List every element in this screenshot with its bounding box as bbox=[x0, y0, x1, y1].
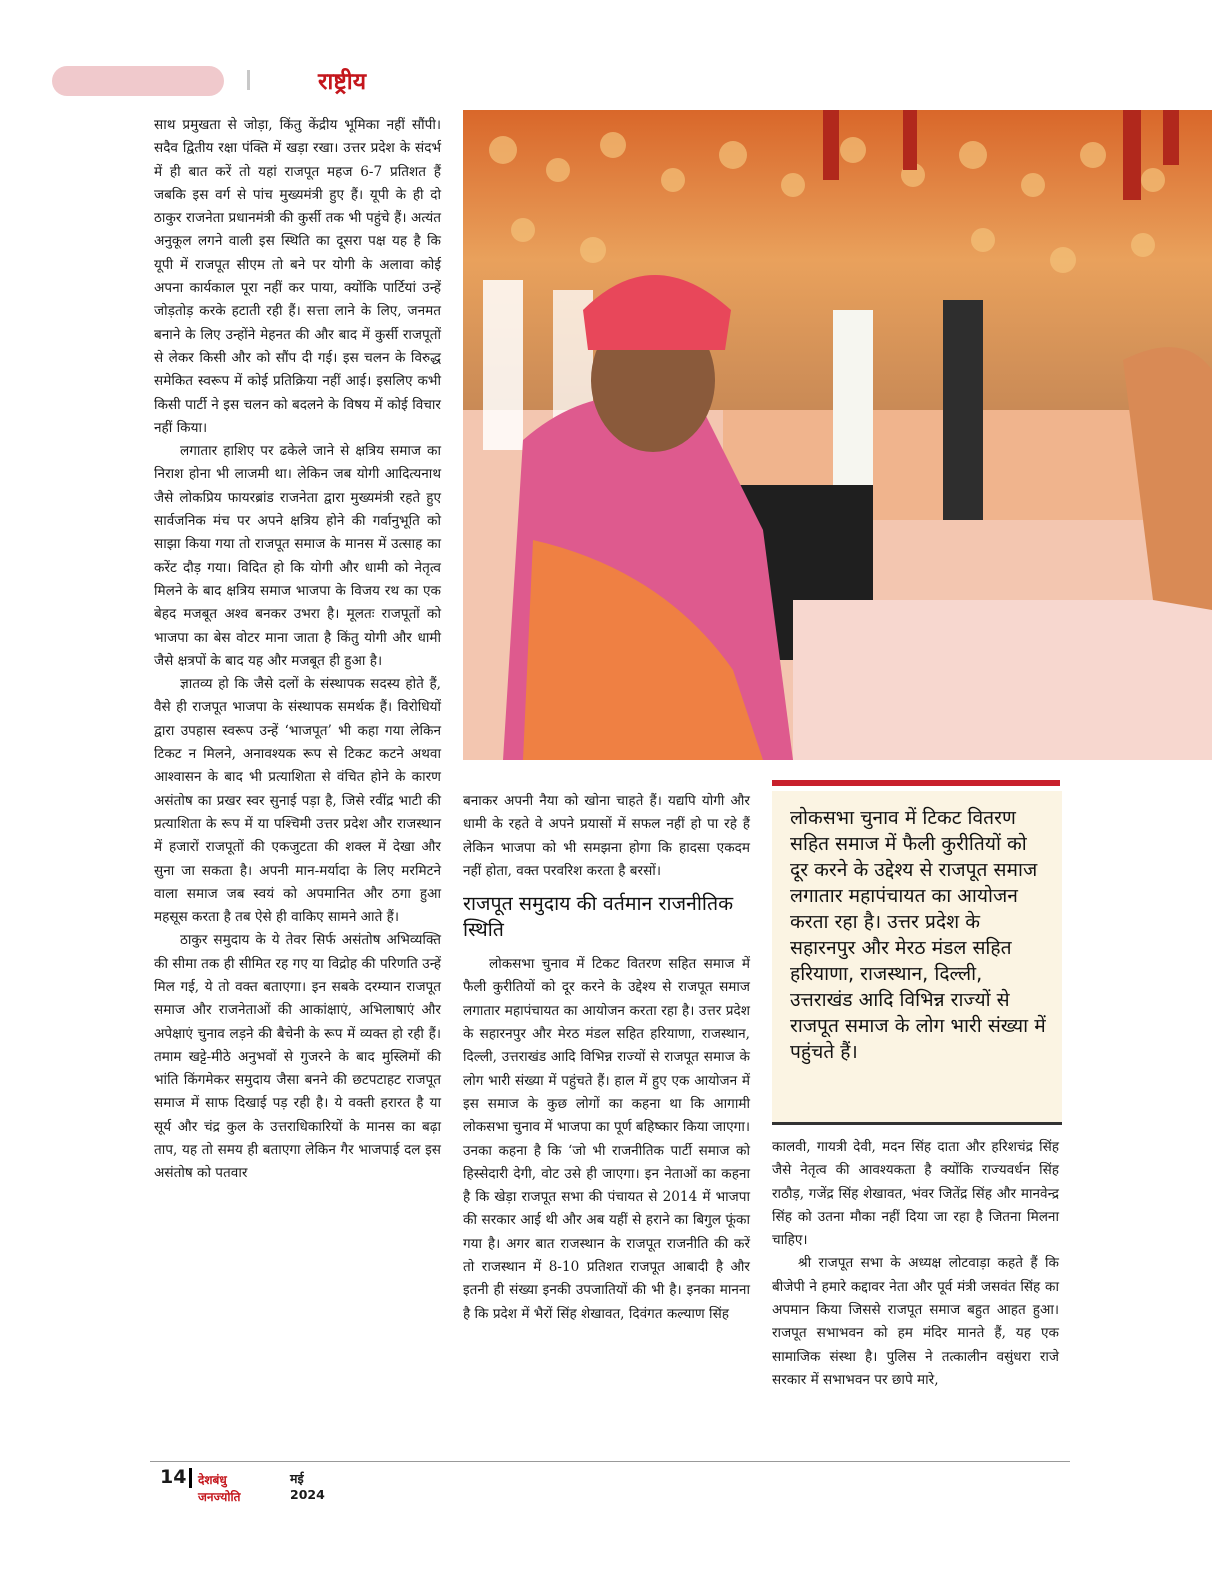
subheading: राजपूत समुदाय की वर्तमान राजनीतिक स्थिति bbox=[463, 892, 734, 942]
page-number: 14 bbox=[160, 1466, 187, 1488]
paragraph: साथ प्रमुखता से जोड़ा, किंतु केंद्रीय भूमिका नहीं सौंपी। सदैव द्वितीय रक्षा पंक्ति में खड़ा रखा। उत्तर प्रदेश के संदर्भ में ही बात करें तो यहां राजपूत महज 6-7 प्रतिशत हैं जबकि इस वर्ग से पांच मुख्यमंत्री हुए हैं। यूपी के ही दो ठाकुर राजनेता प्रधानमंत्री की कुर्सी तक भी पहुंचे हैं। अत्यंत अनुकूल लगने वाली इस स्थिति का दूसरा पक्ष यह है कि यूपी में राजपूत सीएम तो बने पर योगी के अलावा कोई अपना कार्यकाल पूरा नहीं कर पाया, क्योंकि पार्टियां उन्हें जोड़तोड़ करके हटाती रही हैं। सत्ता लाने के लिए, जनमत बनाने के लिए उन्होंने मेहनत की और बाद में कुर्सी राजपूतों से लेकर किसी और को सौंप दी गई। इस चलन के विरुद्ध समेकित स्वरूप में कोई प्रतिक्रिया नहीं आई। इसलिए कभी किसी पार्टी ने इस चलन को बदलने के विषय में कोई विचार नहीं किया। bbox=[154, 117, 441, 436]
paragraph: ज्ञातव्य हो कि जैसे दलों के संस्थापक सदस्य होते हैं, वैसे ही राजपूत भाजपा के संस्थापक समर्थक हैं। विरोधियों द्वारा उपहास स्वरूप उन्हें ‘भाजपूत’ भी कहा गया लेकिन टिकट न मिलने, अनावश्यक रूप से टिकट कटने अथवा आश्वासन के बाद भी प्रत्याशिता से वंचित होने के कारण असंतोष का प्रखर स्वर सुनाई पड़ा है, जिसे रवींद्र भाटी की प्रत्याशिता के रूप में या पश्चिमी उत्तर प्रदेश और राजस्थान में हजारों राजपूतों की एकजुटता की शक्ल में देखा और सुना जा सकता है। अपनी मान-मर्यादा के लिए मरमिटने वाला समाज जब स्वयं को अपमानित और ठगा हुआ महसूस करता है तब ऐसे ही वाकिए सामने आते हैं। bbox=[154, 676, 441, 926]
issue-date: मई 2024 bbox=[290, 1471, 325, 1502]
article-column-2 bbox=[463, 790, 750, 1326]
footer-divider bbox=[189, 1468, 192, 1488]
masthead-logo: देशबंधु जनज्योति bbox=[198, 1473, 241, 1504]
paragraph: लगातार हाशिए पर ढकेले जाने से क्षत्रिय समाज का निराश होना भी लाजमी था। लेकिन जब योगी आदित्यनाथ जैसे लोकप्रिय फायरब्रांड राजनेता द्वारा मुख्यमंत्री रहते हुए सार्वजनिक मंच पर अपने क्षत्रिय होने की गर्वानुभूति को साझा किया गया तो राजपूत समाज के मानस में उत्साह का करेंट दौड़ गया। विदित हो कि योगी और धामी को नेतृत्व मिलने के बाद क्षत्रिय समाज भाजपा के विजय रथ का एक बेहद मजबूत अश्व बनकर उभरा है। मूलतः राजपूतों को भाजपा का बेस वोटर माना जाता है किंतु योगी और धामी जैसे क्षत्रपों के बाद यह और मजबूत ही हुआ है। bbox=[154, 443, 441, 669]
paragraph: श्री राजपूत सभा के अध्यक्ष लोटवाड़ा कहते हैं कि बीजेपी ने हमारे कद्दावर नेता और पूर्व मंत्री जसवंत सिंह का अपमान किया जिससे राजपूत समाज बहुत आहत हुआ। राजपूत सभाभवन को हम मंदिर मानते हैं, यह एक सामाजिक संस्था है। पुलिस ने तत्कालीन वसुंधरा राजे सरकार में सभाभवन पर छापे मारे, bbox=[772, 1255, 1059, 1388]
article-column-3 bbox=[772, 1136, 1059, 1392]
pull-quote-rule bbox=[772, 780, 1060, 786]
pull-quote-text: लोकसभा चुनाव में टिकट वितरण सहित समाज में फैली कुरीतियों को दूर करने के उद्देश्य से राजपूत समाज लगातार महापंचायत का आयोजन करता रहा है। उत्तर प्रदेश के सहारनपुर और मेरठ मंडल सहित हरियाणा, राजस्थान, दिल्ली, उत्तराखंड आदि विभिन्न राज्यों से राजपूत समाज के लोग भारी संख्या में पहुंचते हैं। bbox=[790, 806, 1046, 1063]
section-label: राष्ट्रीय bbox=[318, 69, 367, 95]
header-divider bbox=[247, 70, 250, 90]
paragraph: लोकसभा चुनाव में टिकट वितरण सहित समाज में फैली कुरीतियों को दूर करने के उद्देश्य से राजपूत समाज लगातार महापंचायत का आयोजन करता रहा है। उत्तर प्रदेश के सहारनपुर और मेरठ मंडल सहित हरियाणा, राजस्थान, दिल्ली, उत्तराखंड आदि विभिन्न राज्यों से राजपूत समाज के लोग भारी संख्या में पहुंचते हैं। हाल में हुए एक आयोजन में इस समाज के कुछ लोगों का कहना था कि आगामी लोकसभा चुनाव में भाजपा का पूर्ण बहिष्कार किया जाएगा। उनका कहना है कि ‘जो भी राजनीतिक पार्टी समाज को हिस्सेदारी देगी, वोट उसे ही जाएगा। इन नेताओं का कहना है कि खेड़ा राजपूत सभा की पंचायत से 2014 में भाजपा की सरकार आई थी और अब यहीं से हराने का बिगुल फूंका गया है। अगर बात राजस्थान के राजपूत राजनीति की करें तो राजस्थान में 8-10 प्रतिशत राजपूत आबादी है और इतनी ही संख्या इनकी उपजातियों की भी है। इनका मानना है कि प्रदेश में भैरों सिंह शेखावत, दिवंगत कल्याण सिंह bbox=[463, 956, 750, 1322]
rally-photo bbox=[463, 110, 1212, 760]
paragraph: कालवी, गायत्री देवी, मदन सिंह दाता और हरिशचंद्र सिंह जैसे नेतृत्व की आवश्यकता है क्योंकि राज्यवर्धन सिंह राठौड़, गजेंद्र सिंह शेखावत, भंवर जितेंद्र सिंह और मानवेन्द्र सिंह को उतना मौका नहीं दिया जा रहा है जितना मिलना चाहिए। bbox=[772, 1139, 1059, 1249]
paragraph: ठाकुर समुदाय के ये तेवर सिर्फ असंतोष अभिव्यक्ति की सीमा तक ही सीमित रह गए या विद्रोह की परिणति उन्हें मिल गई, ये तो वक्त बताएगा। इन सबके दरम्यान राजपूत समाज और राजनेताओं की आकांक्षाएं, अभिलाषाएं और अपेक्षाएं चुनाव लड़ने की बैचेनी के रूप में व्यक्त हो रही हैं। तमाम खट्टे-मीठे अनुभवों से गुजरने के बाद मुस्लिमों की भांति किंगमेकर समुदाय जैसा बनने की छटपटाहट राजपूत समाज में साफ दिखाई पड़ रही है। ये वक्ती हरारत है या सूर्य और चंद्र कुल के उत्तराधिकारियों के मानस का बढ़ा ताप, यह तो समय ही बताएगा लेकिन गैर भाजपाई दल इस असंतोष को पतवार bbox=[154, 932, 441, 1182]
pull-quote bbox=[772, 791, 1062, 1125]
footer-rule bbox=[150, 1461, 1070, 1462]
section-header-pill bbox=[52, 66, 224, 96]
article-column-1 bbox=[154, 114, 441, 1186]
paragraph: बनाकर अपनी नैया को खोना चाहते हैं। यद्यपि योगी और धामी के रहते वे अपने प्रयासों में सफल नहीं हो पा रहे हैं लेकिन भाजपा को भी समझना होगा कि हादसा एकदम नहीं होता, वक्त परवरिश करता है बरसों। bbox=[463, 793, 750, 879]
